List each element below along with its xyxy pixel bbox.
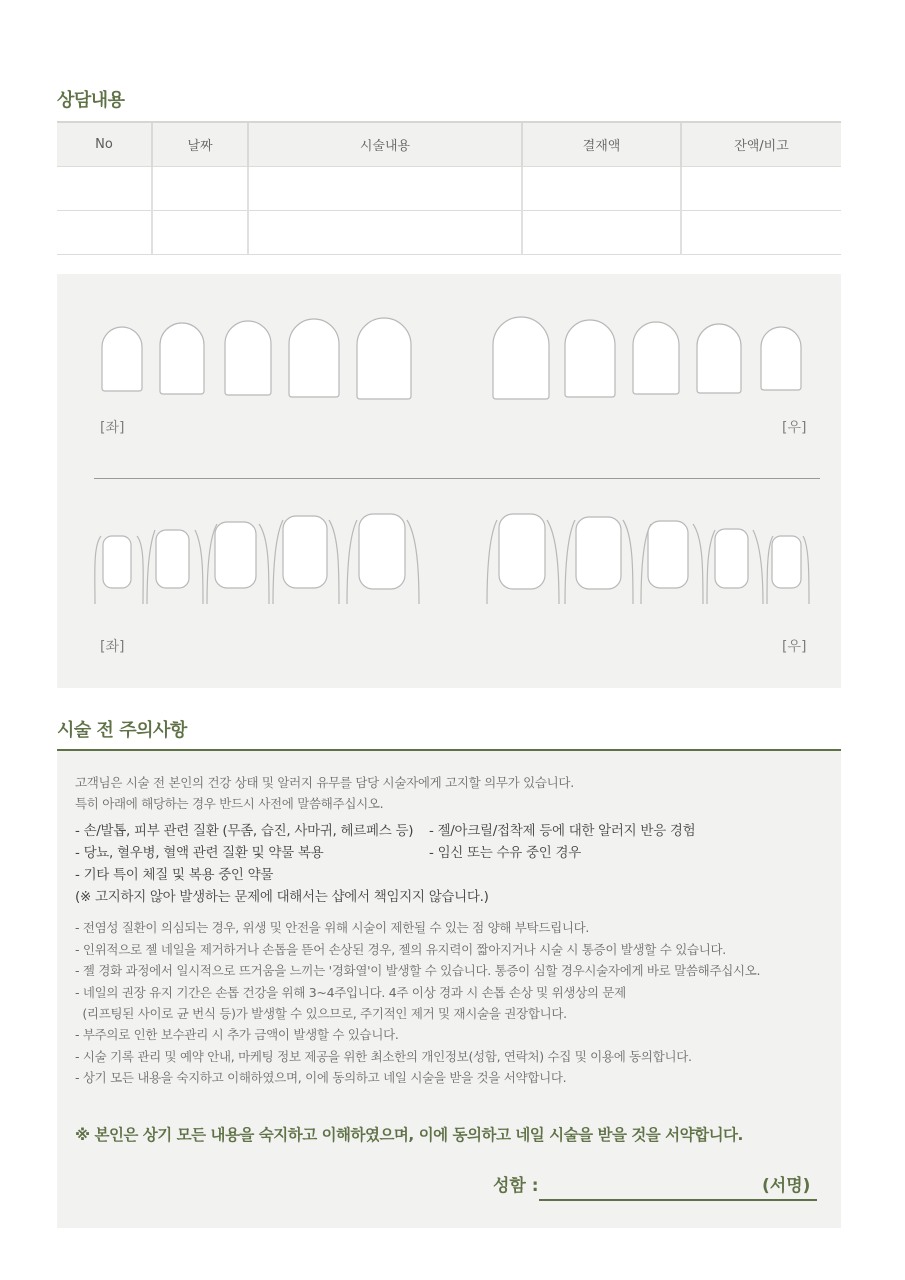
nail-shape-right-index [565, 320, 615, 397]
table-row [57, 211, 841, 255]
disclaimer-note: (※ 고지하지 않아 발생하는 문제에 대해서는 샵에서 책임지지 않습니다.) [75, 889, 489, 905]
table-cell[interactable] [248, 167, 522, 211]
nail-shape-left-thumb [357, 318, 411, 399]
signature-suffix: (서명) [762, 1176, 811, 1196]
table-cell[interactable] [152, 211, 248, 255]
table-cell[interactable] [681, 211, 841, 255]
notice-item: - 부주의로 인한 보수관리 시 추가 금액이 발생할 수 있습니다. [75, 1027, 399, 1042]
left-hand-label: [좌] [100, 420, 125, 436]
agreement-statement: ※ 본인은 상기 모든 내용을 숙지하고 이해하였으며, 이에 동의하고 네일 시술을 받을 것을 서약합니다. [75, 1126, 743, 1144]
notice-item: - 시술 기록 관리 및 예약 안내, 마케팅 정보 제공을 위한 최소한의 개인정보(성함, 연락처) 수집 및 이용에 동의합니다. [75, 1049, 692, 1064]
nail-shape-left-middle [215, 522, 256, 588]
column-header-date: 날짜 [152, 122, 248, 167]
nail-shape-left-middle [225, 321, 271, 395]
column-header-payment: 결재액 [522, 122, 681, 167]
precautions-box [57, 751, 841, 1228]
column-header-balance: 잔액/비고 [681, 122, 841, 167]
nail-shape-right-thumb [499, 514, 545, 589]
nail-shape-right-pinky [772, 536, 801, 588]
nail-shape-left-pinky [102, 327, 142, 391]
nail-shape-right-pinky [761, 327, 801, 390]
nail-shape-right-ring [715, 529, 748, 588]
intro-line: 고객님은 시술 전 본인의 건강 상태 및 알러지 유무를 담당 시술자에게 고지할 의무가 있습니다. [75, 775, 574, 790]
table-cell[interactable] [152, 167, 248, 211]
column-header-service: 시술내용 [248, 122, 522, 167]
nail-shape-right-middle [633, 322, 679, 394]
signature-label: 성함 : [493, 1176, 539, 1196]
nail-shape-right-middle [648, 521, 688, 588]
nail-shape-left-ring [160, 323, 204, 394]
column-header-no: No [57, 122, 152, 167]
table-row [57, 167, 841, 211]
table-cell[interactable] [248, 211, 522, 255]
notice-item: - 인위적으로 젤 네일을 제거하거나 손톱을 뜯어 손상된 경우, 젤의 유지력이 짧아지거나 시술 시 통증이 발생할 수 있습니다. [75, 942, 726, 957]
notice-item: (리프팅된 사이로 균 번식 등)가 발생할 수 있으므로, 주기적인 제거 및 재시술을 권장합니다. [75, 1006, 567, 1021]
consult-table [57, 121, 841, 255]
table-cell[interactable] [57, 211, 152, 255]
table-cell[interactable] [681, 167, 841, 211]
nail-shape-right-index [576, 517, 621, 589]
nail-shape-left-pinky [103, 536, 131, 588]
notice-item: - 전염성 질환이 의심되는 경우, 위생 및 안전을 위해 시술이 제한될 수 있는 점 양해 부탁드립니다. [75, 920, 590, 935]
nail-diagram-panel [57, 274, 841, 688]
consult-title: 상담내용 [57, 90, 125, 111]
table-header-row [57, 122, 841, 167]
signature-line[interactable] [539, 1199, 817, 1201]
notice-item: - 상기 모든 내용을 숙지하고 이해하였으며, 이에 동의하고 네일 시술을 받을 것을 서약합니다. [75, 1070, 567, 1085]
right-hand-label: [우] [782, 420, 807, 436]
table-cell[interactable] [522, 167, 681, 211]
nail-diagram [57, 274, 841, 688]
condition-item: - 기타 특이 체질 및 복용 중인 약물 [75, 867, 274, 883]
condition-item: - 당뇨, 혈우병, 혈액 관련 질환 및 약물 복용 [75, 845, 324, 861]
condition-item: - 손/발톱, 피부 관련 질환 (무좀, 습진, 사마귀, 헤르페스 등) [75, 823, 414, 839]
notice-item: - 젤 경화 과정에서 일시적으로 뜨거움을 느끼는 '경화열'이 발생할 수 있습니다. 통증이 심할 경우시술자에게 바로 말씀해주십시오. [75, 963, 761, 978]
notes-title: 시술 전 주의사항 [57, 720, 187, 741]
condition-item: - 젤/아크릴/접착제 등에 대한 알러지 반응 경험 [429, 823, 696, 839]
nail-shape-left-thumb [359, 514, 405, 589]
notice-item: - 네일의 권장 유지 기간은 손톱 건강을 위해 3~4주입니다. 4주 이상 경과 시 손톱 손상 및 위생상의 문제 [75, 985, 626, 1000]
nail-shape-left-index [283, 516, 327, 588]
nail-shape-right-thumb [493, 317, 549, 399]
nail-shape-right-ring [697, 324, 741, 393]
left-hand-label: [좌] [100, 639, 125, 655]
condition-item: - 임신 또는 수유 중인 경우 [429, 845, 581, 861]
divider [94, 478, 820, 479]
intro-line: 특히 아래에 해당하는 경우 반드시 사전에 말씀해주십시오. [75, 796, 384, 811]
nail-shape-left-ring [156, 530, 189, 588]
table-cell[interactable] [57, 167, 152, 211]
right-hand-label: [우] [782, 639, 807, 655]
nail-shape-left-index [289, 319, 339, 397]
table-cell[interactable] [522, 211, 681, 255]
